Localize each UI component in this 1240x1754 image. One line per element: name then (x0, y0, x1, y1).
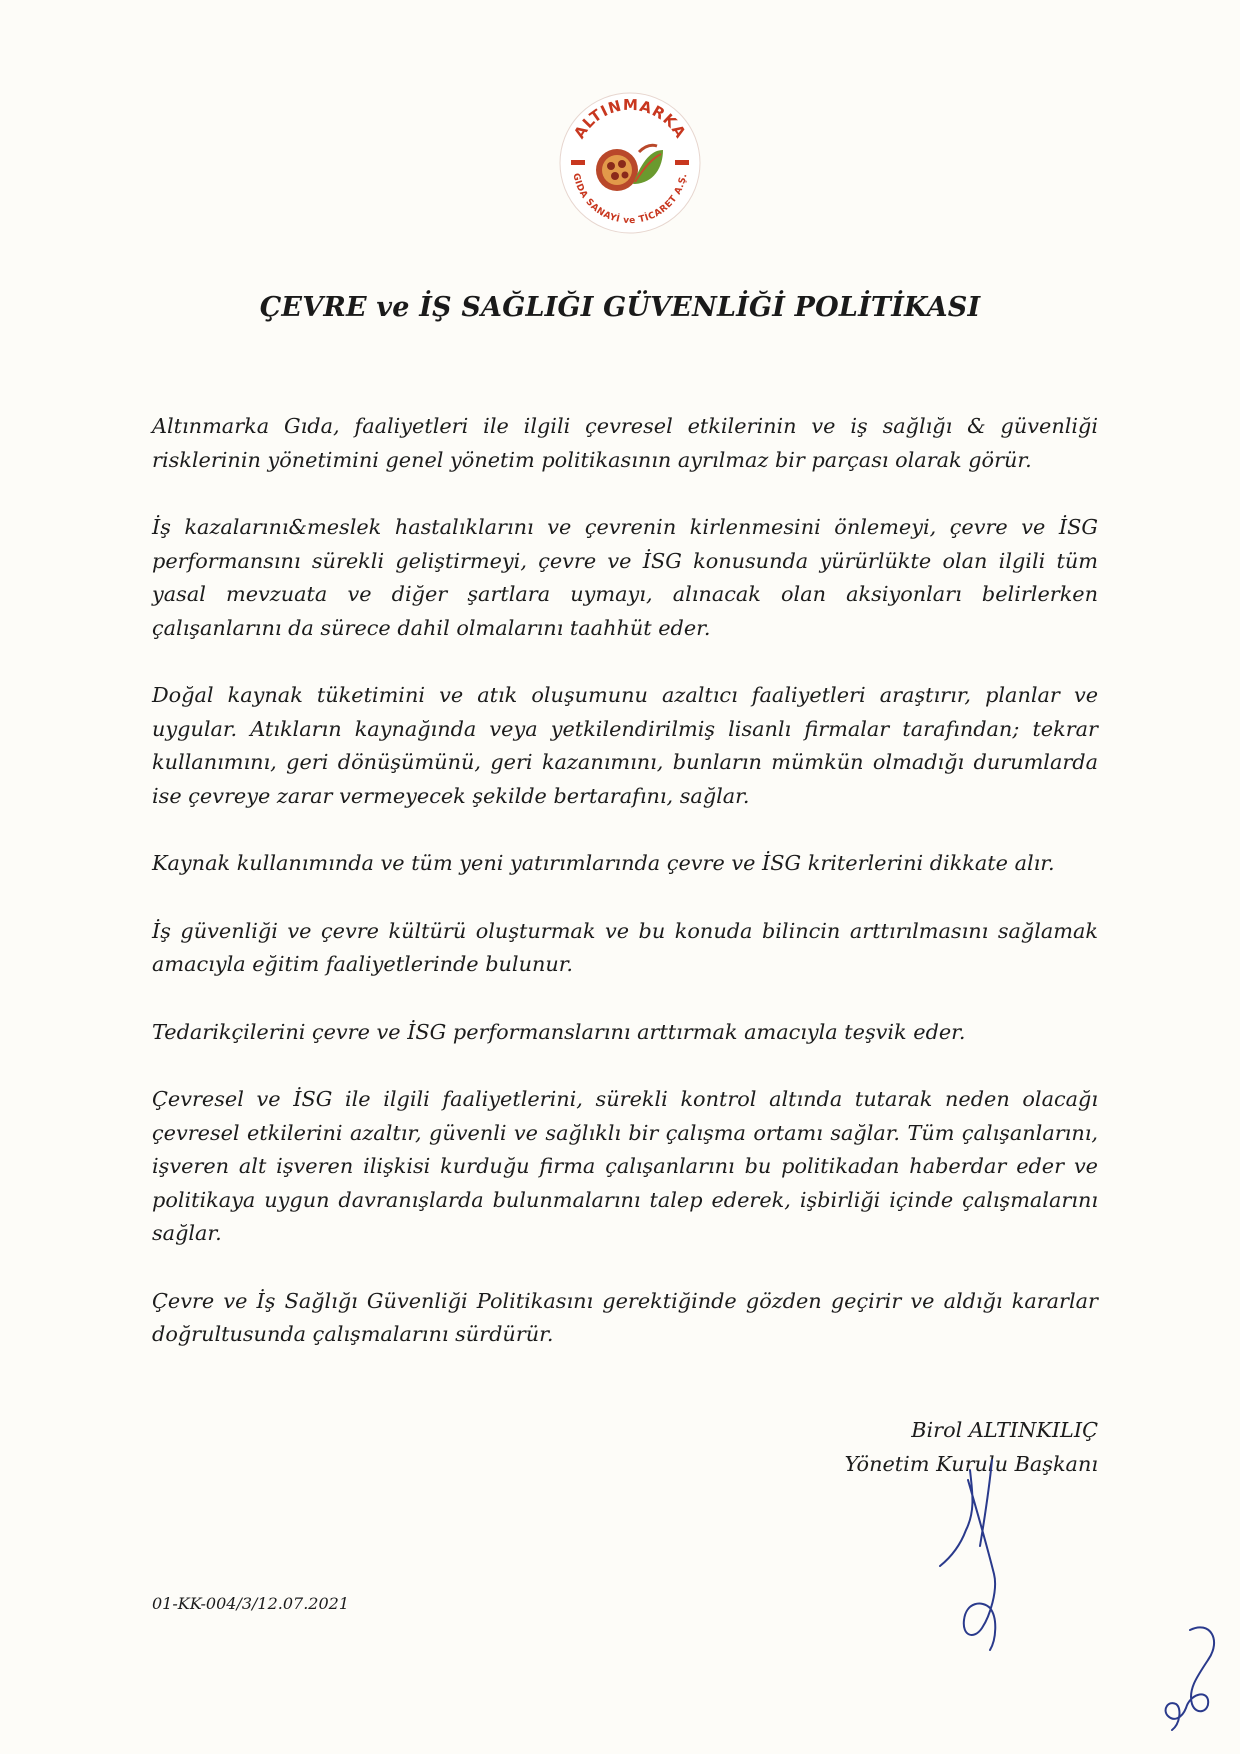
policy-paragraph: Çevresel ve İSG ile ilgili faaliyetlerini, sürekli kontrol altında tutarak neden olacağı çevresel etkilerini azaltır, güvenli ve sağlıklı bir çalışma ortamı sağlar. Tüm çalışanlarını, işveren alt işveren ilişkisi kurduğu firma çalışanlarını bu politikadan haberdar eder ve politikaya uygun davranışlarda bulunmalarını talep ederek, işbirliği içinde çalışmalarını sağlar. (152, 1087, 1098, 1245)
document-code: 01-KK-004/3/12.07.2021 (152, 1594, 350, 1613)
policy-paragraph: İş kazalarını&meslek hastalıklarını ve çevrenin kirlenmesini önlemeyi, çevre ve İSG performansını sürekli geliştirmeyi, çevre ve İSG konusunda yürürlükte olan ilgili tüm yasal mevzuata ve diğer şartlara uymayı, alınacak olan aksiyonları belirlerken çalışanlarını da sürece dahil olmalarını taahhüt eder. (152, 515, 1098, 640)
handwritten-signature (920, 1450, 1040, 1660)
logo-arc-top: ALTINMARKA (570, 95, 690, 142)
policy-paragraph: İş güvenliği ve çevre kültürü oluşturmak ve bu konuda bilincin arttırılmasını sağlamak amacıyla eğitim faaliyetlerinde bulunur. (152, 918, 1098, 976)
policy-paragraph: Tedarikçilerini çevre ve İSG performanslarını arttırmak amacıyla teşvik eder. (152, 1019, 966, 1044)
signatory-title: Yönetim Kurulu Başkanı (844, 1452, 1098, 1476)
policy-paragraph: Çevre ve İş Sağlığı Güvenliği Politikasını gerektiğinde gözden geçirir ve aldığı kararlar doğrultusunda çalışmalarını sürdürür. (152, 1288, 1098, 1346)
policy-paragraph: Kaynak kullanımında ve tüm yeni yatırımlarında çevre ve İSG kriterlerini dikkate alır. (152, 851, 1055, 875)
policy-paragraph: Doğal kaynak tüketimini ve atık oluşumunu azaltıcı faaliyetleri araştırır, planlar ve uygular. Atıkların kaynağında veya yetkilendirilmiş lisanlı firmalar tarafından; tekrar kullanımını, geri dönüşümünü, geri kazanımını, bunların mümkün olmadığı durumlarda ise çevreye zarar vermeyecek şekilde bertarafını, sağlar. (152, 683, 1098, 808)
signatory-name: Birol ALTINKILIÇ (911, 1418, 1098, 1442)
document-title: ÇEVRE ve İŞ SAĞLIĞI GÜVENLİĞİ POLİTİKASI (259, 292, 981, 323)
margin-initials (1160, 1620, 1235, 1735)
policy-body (152, 410, 1098, 1386)
policy-paragraph: Altınmarka Gıda, faaliyetleri ile ilgili çevresel etkilerinin ve iş sağlığı & güvenliği risklerinin yönetimini genel yönetim politikasının ayrılmaz bir parçası olarak görür. (152, 414, 1098, 472)
logo-arc-bottom: GIDA SANAYİ ve TİCARET A.Ş. (570, 172, 690, 227)
altinmarka-logo (555, 88, 705, 238)
